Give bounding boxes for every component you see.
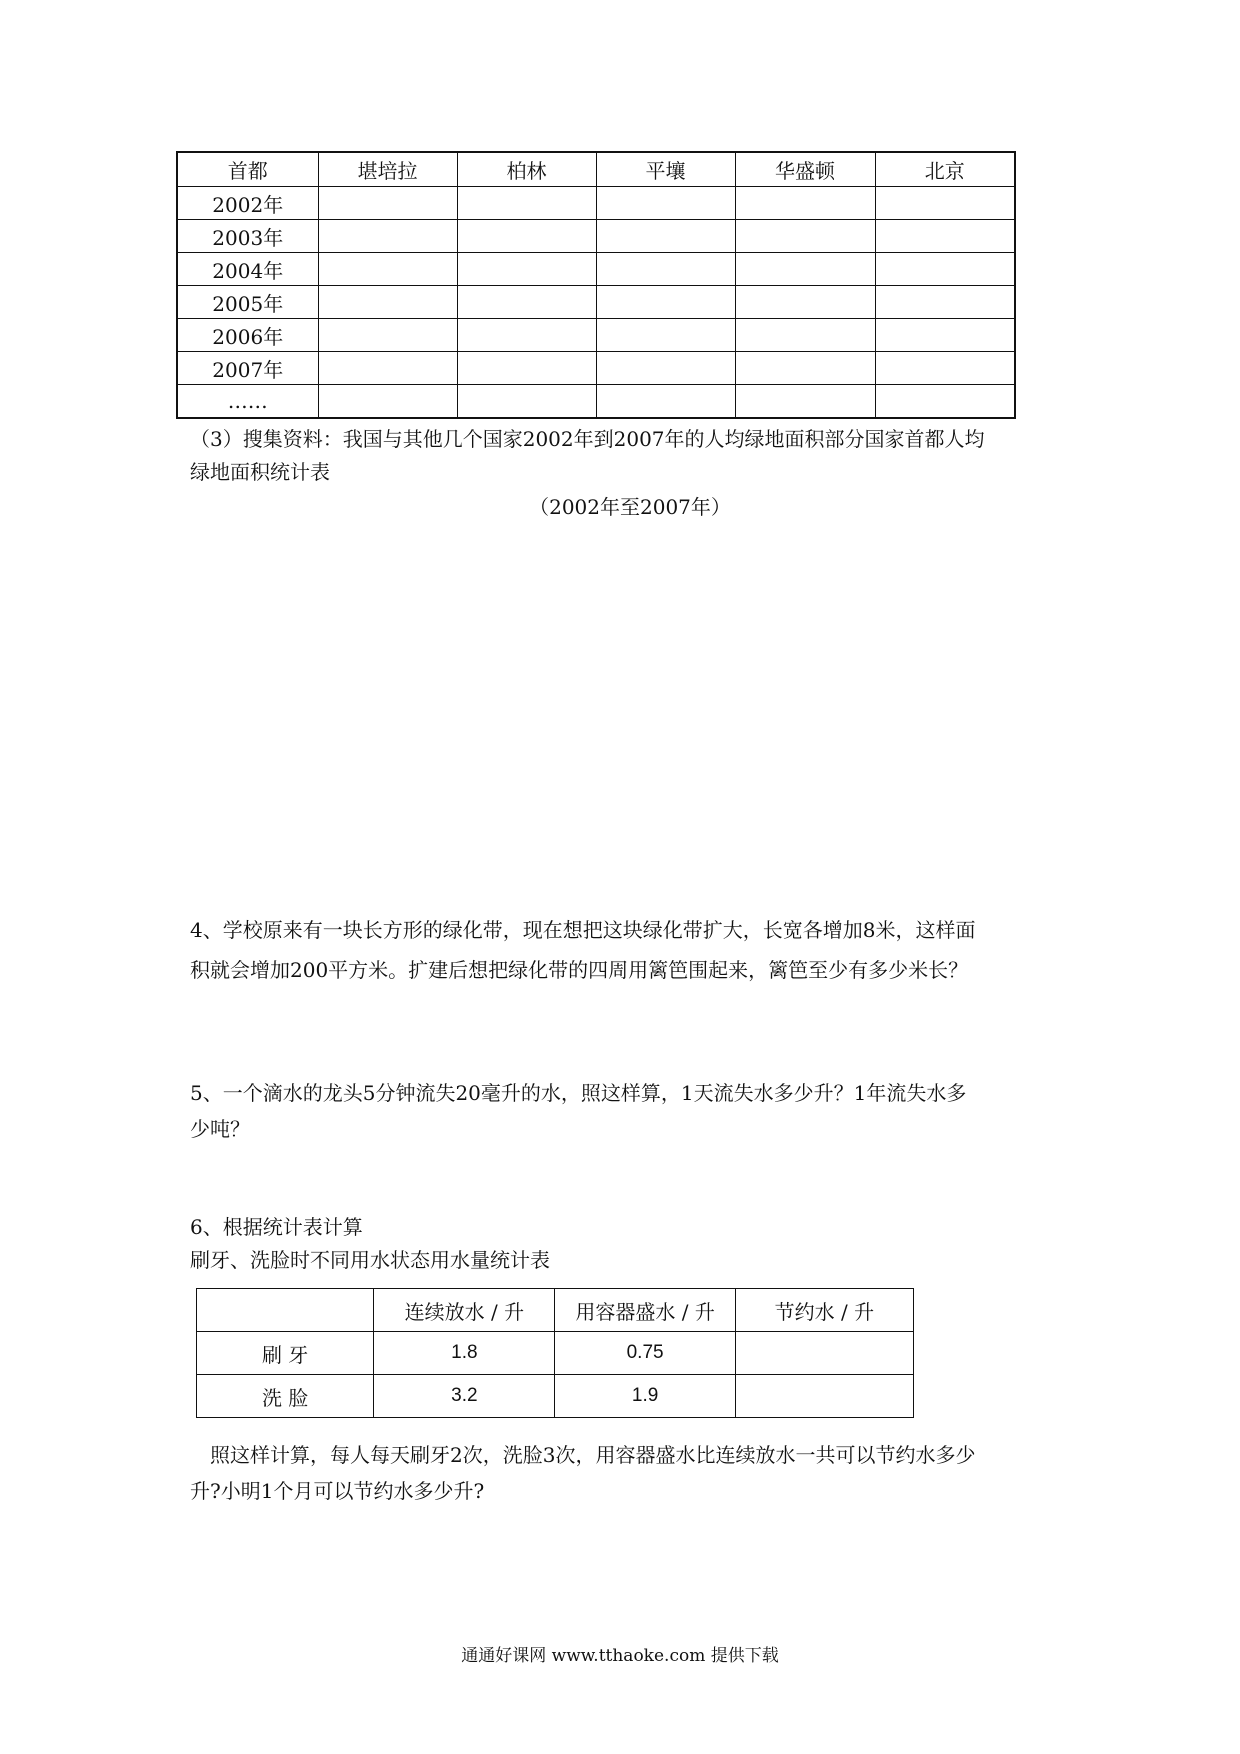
empty-cell — [735, 385, 875, 419]
q3-text-cont — [190, 455, 1070, 489]
saved-value — [735, 1332, 913, 1375]
table-row — [177, 220, 1015, 253]
q4-line2: 积就会增加200平方米。扩建后想把绿化带的四周用篱笆围起来，篱笆至少有多少米长？ — [190, 958, 969, 982]
table-row — [197, 1375, 914, 1418]
empty-cell — [735, 253, 875, 286]
empty-cell — [735, 352, 875, 385]
table-row — [197, 1289, 914, 1332]
continuous-value: 1.8 — [374, 1332, 555, 1375]
continuous-value: 3.2 — [374, 1375, 555, 1418]
empty-cell — [318, 319, 457, 352]
empty-cell — [457, 253, 596, 286]
empty-cell — [875, 319, 1015, 352]
empty-cell — [318, 253, 457, 286]
table-header-cell: 节约水 / 升 — [735, 1289, 913, 1332]
table-row — [177, 286, 1015, 319]
container-value: 0.75 — [555, 1332, 735, 1375]
table-header-cell: 柏林 — [457, 152, 596, 187]
page-footer: 通通好课网 www.tthaoke.com 提供下载 — [461, 1646, 779, 1666]
saved-value — [735, 1375, 913, 1418]
empty-cell — [596, 220, 735, 253]
q6-after-line1: 照这样计算，每人每天刷牙2次，洗脸3次，用容器盛水比连续放水一共可以节约水多少 — [210, 1443, 976, 1467]
empty-cell — [596, 253, 735, 286]
empty-cell — [735, 187, 875, 220]
table-header-cell: 用容器盛水 / 升 — [555, 1289, 735, 1332]
empty-cell — [875, 220, 1015, 253]
empty-cell — [457, 352, 596, 385]
empty-cell — [318, 187, 457, 220]
row-label: 刷 牙 — [197, 1332, 374, 1375]
q4-line1: 4、学校原来有一块长方形的绿化带，现在想把这块绿化带扩大，长宽各增加8米，这样面 — [190, 918, 976, 942]
row-label: 洗 脸 — [197, 1375, 374, 1418]
year-cell: …… — [177, 385, 318, 419]
year-cell: 2005年 — [177, 286, 318, 319]
empty-cell — [735, 220, 875, 253]
empty-cell — [735, 286, 875, 319]
empty-cell — [318, 385, 457, 419]
year-cell: 2004年 — [177, 253, 318, 286]
water-usage-table — [196, 1288, 914, 1418]
year-cell: 2007年 — [177, 352, 318, 385]
container-value: 1.9 — [555, 1375, 735, 1418]
q6-title: 6、根据统计表计算 — [190, 1215, 363, 1239]
table-row — [197, 1332, 914, 1375]
empty-cell — [457, 385, 596, 419]
empty-cell — [457, 286, 596, 319]
table-header-row — [177, 152, 1015, 187]
capitals-table — [176, 151, 1016, 419]
q5-line1: 5、一个滴水的龙头5分钟流失20毫升的水，照这样算，1天流失水多少升？1年流失水多 — [190, 1081, 967, 1105]
table-row — [177, 385, 1015, 419]
year-cell: 2002年 — [177, 187, 318, 220]
empty-cell — [875, 286, 1015, 319]
empty-cell — [318, 286, 457, 319]
q5-line2: 少吨？ — [190, 1117, 250, 1141]
empty-cell — [735, 319, 875, 352]
empty-cell — [875, 253, 1015, 286]
table-header-cell — [197, 1289, 374, 1332]
table-header-cell: 平壤 — [596, 152, 735, 187]
empty-cell — [457, 220, 596, 253]
empty-cell — [457, 187, 596, 220]
q6-after-line2: 升?小明1个月可以节约水多少升? — [190, 1479, 485, 1503]
table-row — [177, 352, 1015, 385]
empty-cell — [318, 220, 457, 253]
empty-cell — [457, 319, 596, 352]
q3-text — [190, 422, 1070, 456]
empty-cell — [596, 187, 735, 220]
table-header-cell: 堪培拉 — [318, 152, 457, 187]
empty-cell — [318, 352, 457, 385]
empty-cell — [875, 385, 1015, 419]
q3-line1: （3）搜集资料：我国与其他几个国家2002年到2007年的人均绿地面积部分国家首都人均 — [190, 427, 985, 451]
q6-table-title: 刷牙、洗脸时不同用水状态用水量统计表 — [190, 1248, 550, 1272]
year-cell: 2003年 — [177, 220, 318, 253]
year-cell: 2006年 — [177, 319, 318, 352]
empty-cell — [596, 286, 735, 319]
empty-cell — [596, 319, 735, 352]
table-header-cell: 首都 — [177, 152, 318, 187]
q3-subtitle: （2002年至2007年） — [529, 495, 731, 519]
table-row — [177, 253, 1015, 286]
empty-cell — [875, 187, 1015, 220]
table-header-cell: 北京 — [875, 152, 1015, 187]
table-header-cell: 华盛顿 — [735, 152, 875, 187]
table-header-cell: 连续放水 / 升 — [374, 1289, 555, 1332]
table-row — [177, 319, 1015, 352]
table-row — [177, 187, 1015, 220]
empty-cell — [875, 352, 1015, 385]
empty-cell — [596, 385, 735, 419]
empty-cell — [596, 352, 735, 385]
q3-line2: 绿地面积统计表 — [190, 460, 330, 484]
